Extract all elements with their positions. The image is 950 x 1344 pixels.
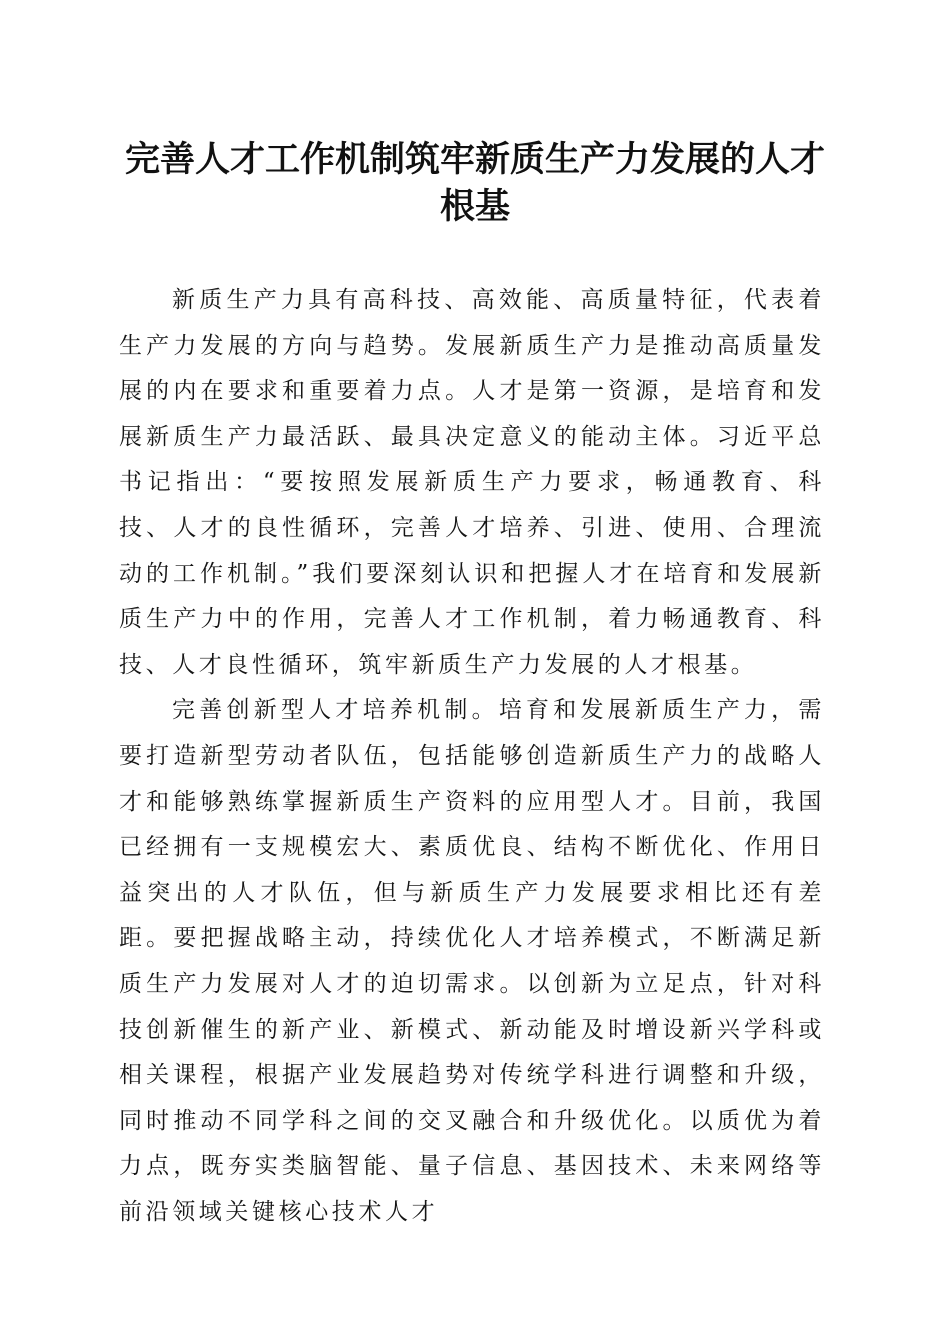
document-title: 完善人才工作机制筑牢新质生产力发展的人才根基 <box>124 139 825 227</box>
paragraph-intro: 新质生产力具有高科技、高效能、高质量特征，代表着生产力发展的方向与趋势。发展新质生产力是推动高质量发展的内在要求和重要着力点。人才是第一资源，是培育和发展新质生产力最活跃、最具决定意义的能动主体。习近平总书记指出：“要按照发展新质生产力要求，畅通教育、科技、人才的良性循环，完善人才培养、引进、使用、合理流动的工作机制。”我们要深刻认识和把握人才在培育和发展新质生产力中的作用，完善人才工作机制，着力畅通教育、科技、人才良性循环，筑牢新质生产力发展的人才根基。 <box>119 287 825 678</box>
paragraph-training-mechanism: 完善创新型人才培养机制。培育和发展新质生产力，需要打造新型劳动者队伍，包括能够创造新质生产力的战略人才和能够熟练掌握新质生产资料的应用型人才。目前，我国已经拥有一支规模宏大、素质优良、结构不断优化、作用日益突出的人才队伍，但与新质生产力发展要求相比还有差距。要把握战略主动，持续优化人才培养模式，不断满足新质生产力发展对人才的迫切需求。以创新为立足点，针对科技创新催生的新产业、新模式、新动能及时增设新兴学科或相关课程，根据产业发展趋势对传统学科进行调整和升级，同时推动不同学科之间的交叉融合和升级优化。以质优为着力点，既夯实类脑智能、量子信息、基因技术、未来网络等前沿领域关键核心技术人才 <box>119 697 825 1225</box>
document-body <box>119 278 825 1235</box>
